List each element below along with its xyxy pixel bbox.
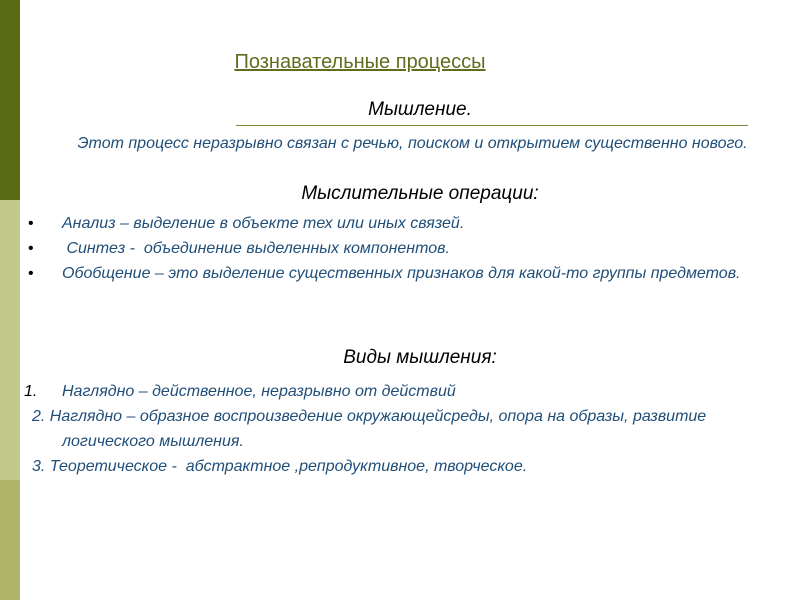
list-item xyxy=(28,211,788,236)
operations-heading: Мыслительные операции: xyxy=(301,183,539,204)
list-item xyxy=(20,379,790,404)
item-number: 1. xyxy=(24,383,38,400)
list-item xyxy=(20,454,790,479)
topic-description: Этот процесс неразрывно связан с речью, поиском и открытием существенно нового. xyxy=(77,135,748,152)
title-divider xyxy=(236,125,748,126)
kind-text: Наглядно – действенное, неразрывно от действий xyxy=(62,383,456,400)
kind-text: 3. Теоретическое - абстрактное ,репродуктивное, творческое. xyxy=(32,458,528,475)
bullet-icon: • xyxy=(28,215,34,232)
operation-text: Анализ – выделение в объекте тех или иных связей. xyxy=(62,215,465,232)
kinds-heading: Виды мышления: xyxy=(343,347,497,368)
bullet-icon: • xyxy=(28,240,34,257)
list-item xyxy=(20,404,790,454)
topic-heading: Мышление. xyxy=(368,99,472,120)
list-item xyxy=(28,236,788,261)
bullet-icon: • xyxy=(28,265,34,282)
operations-list xyxy=(28,211,788,286)
sidebar-dark-band xyxy=(0,0,20,200)
kind-text: 2. Наглядно – образное воспроизведение окружающейсреды, опора на образы, развитие логического мышления. xyxy=(32,408,707,450)
kinds-list xyxy=(20,379,790,479)
operation-text: Обобщение – это выделение существенных признаков для какой-то группы предметов. xyxy=(62,265,741,282)
sidebar-mid-band xyxy=(0,480,20,600)
list-item xyxy=(28,261,788,286)
slide-title: Познавательные процессы xyxy=(234,51,486,73)
operation-text: Синтез - объединение выделенных компонентов. xyxy=(62,240,450,257)
